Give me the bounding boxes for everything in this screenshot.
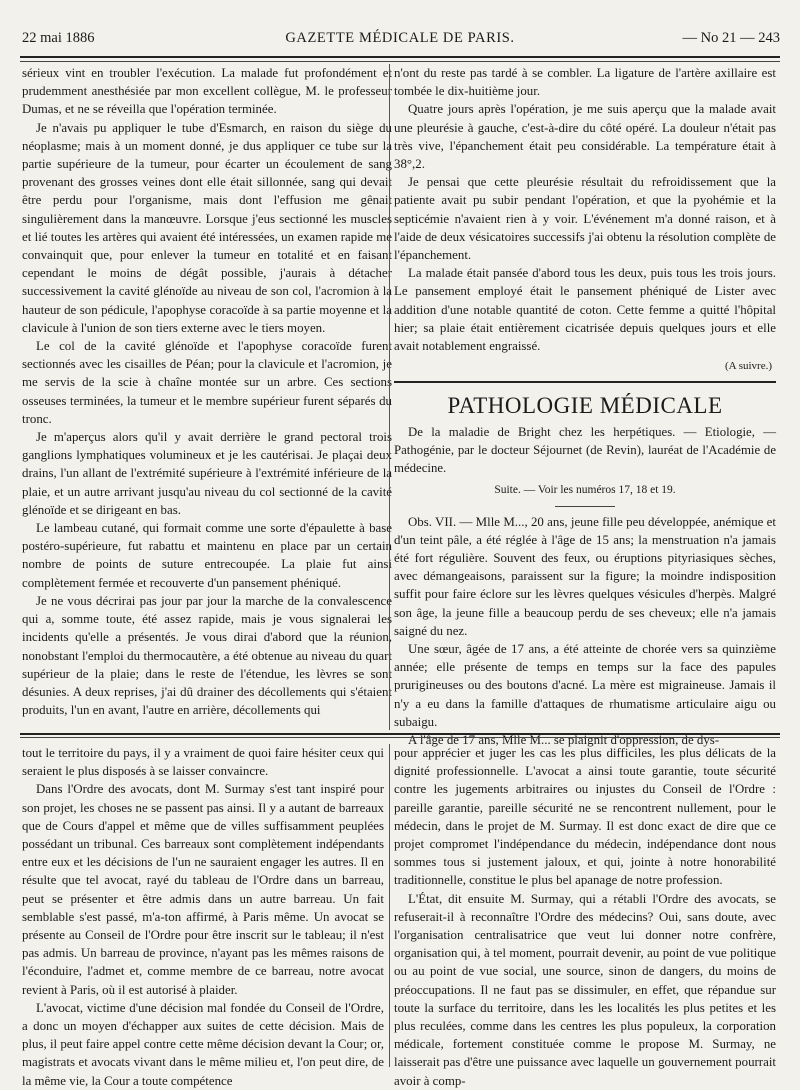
to-be-continued: (A suivre.) [724, 360, 772, 373]
header-title: GAZETTE MÉDICALE DE PARIS. [285, 30, 515, 46]
section-rule [394, 381, 776, 383]
header-rule-thick [20, 56, 780, 58]
paragraph: tout le territoire du pays, il y a vraiment de quoi faire hésiter ceux qui seraient le plus disposés à se laisser convaincre. [22, 746, 384, 779]
header-issue: — No 21 — 243 [682, 30, 780, 46]
paragraph-list [394, 64, 776, 355]
paragraph: n'ont du reste pas tardé à se combler. La ligature de l'artère axillaire est tombée le dix-huitième jour. [394, 66, 776, 99]
paragraph-list [22, 744, 384, 1090]
paragraph: Le col de la cavité glénoïde et l'apophyse coracoïde furent sectionnés avec les cisailles de Péan; pour la clavicule et l'acromion, je me servis de la scie à chaîne montée sur un arbre. Ces sections osseuses terminées, la tumeur et le membre supérieur furent séparés du tronc. [22, 339, 392, 426]
paragraph-list [22, 64, 392, 719]
paragraph: Une sœur, âgée de 17 ans, a été atteinte de chorée vers sa quinzième année; elle présente de temps en temps sur la face des papules prurigineuses ou des boutons d'acné. La mère est migraineuse. Jamais il n'y a eu dans la famille d'attaques de rhumatisme articulaire aigu ou subaigu. [394, 642, 776, 729]
paragraph: La malade était pansée d'abord tous les deux, puis tous les trois jours. Le pansement employé était le pansement phéniqué de Lister avec addition d'une notable quantité de coton. Cette femme a quitté l'hôpital hier; sa plaie était entièrement cicatrisée depuis quelques jours et elle avait notablement engraissé. [394, 266, 776, 354]
column-bottom-left [22, 744, 384, 1088]
paragraph: Je m'aperçus alors qu'il y avait derrière le grand pectoral trois ganglions lymphatiques volumineux et je les cautérisai. Je plaçai deux drains, l'un allant de l'extrémité supérieure à l'extrémité inférieure de la plaie, et un autre arrivant jusqu'au niveau du col sectionné de la cavité glénoïde et se dirigeant en bas. [22, 430, 392, 517]
paragraph: L'avocat, victime d'une décision mal fondée du Conseil de l'Ordre, a donc un moyen d'échapper aux suites de cette décision. Mais de plus, il peut faire appel contre cette même décision devant la Cour; or, magistrats et avocats vivant dans le même milieu et, l'on peut dire, de la même vie, la Cour a toute compétence [22, 1000, 384, 1088]
header-date: 22 mai 1886 [22, 30, 95, 46]
paragraph-list [394, 513, 776, 750]
paragraph: Obs. VII. — Mlle M..., 20 ans, jeune fille peu développée, anémique et d'un teint pâle, a été réglée à l'âge de 15 ans; la menstruation n'a jamais été fort régulière. Souvent des feux, ou éruptions pityriasiques sèches, avec démangeaisons, paraissent sur la figure; la moindre indisposition suffit pour faire éclore sur les lèvres quelques vésicules d'herpès. Malgré son âge, la jeune fille a beaucoup perdu de ses cheveux; elle n'a jamais saigné du nez. [394, 514, 776, 638]
paragraph: L'État, dit ensuite M. Surmay, qui a rétabli l'Ordre des avocats, se refuserait-il à reconnaître l'Ordre des médecins? Oui, sans doute, avec l'organisation centralisatrice que veut lui donner notre confrère, organisation qui, à tel moment, pourrait devenir, au point de vue politique ou au point de vue social, une source, sinon de dangers, du moins de préoccupations. Il ne faut pas se dissimuler, en effet, que répandue sur toute la surface du territoire, dans les les localités les plus petites et les plus reculées, comme dans les centres les plus populeux, la corporation médicale, fortement constituée comme le propose M. Surmay, ne laisserait pas d'être une puissance avec laquelle un gouvernement pourrait avoir à comp- [394, 891, 776, 1088]
column-top-left [22, 64, 392, 728]
paragraph: Je ne vous décrirai pas jour par jour la marche de la convalescence qui a, somme toute, été assez rapide, mais je vous signalerai les incidents qu'elle a présentés. Je vous dirai d'abord que la réunion, nonobstant l'emploi du thermocautère, a été obtenue au niveau du quart supérieur de la plaie; dans le reste de l'étendue, les lèvres se sont désunies. A deux reprises, j'ai dû drainer des décollements qui s'étaient produits, l'un en avant, l'autre en arrière, décollements qui [22, 593, 392, 718]
article-subtitle: De la maladie de Bright chez les herpétiques. — Etiologie, — Pathogénie, par le docteur Séjournet (de Revin), lauréat de l'Académie de médecine. [394, 425, 776, 476]
short-rule [555, 506, 615, 507]
section-title: PATHOLOGIE MÉDICALE [447, 393, 723, 419]
paragraph: Quatre jours après l'opération, je me suis aperçu que la malade avait une pleurésie à gauche, c'est-à-dire du côté opéré. La douleur n'était pas très vive, l'épanchement était peu considérable. La température était à 38°,2. [394, 102, 776, 172]
header-rule-thin [20, 61, 780, 62]
paragraph: Je n'avais pu appliquer le tube d'Esmarch, en raison du siège du néoplasme; mais à un moment donné, je dus appliquer ce tube sur la partie supérieure de la tumeur, pour écarter un écoulement de sang provenant des grosses veines dont elle était sillonnée, sang qui devait être perdu pour l'organisme, mais dont l'effusion me gênait singulièrement dans la manœuvre. Lorsque j'eus sectionné les muscles et lié toutes les artères qui avaient été intéressées, un examen rapide me convainquit que, pour enlever la tumeur en totalité et en faisant cependant le moins de dégât possible, j'aurais à détacher successivement la cavité glénoïde au niveau de son col, l'acromion à la hauteur de son pédicule, l'apophyse coracoïde à sa partie moyenne et la clavicule à l'union de son tiers externe avec le tiers moyen. [22, 120, 392, 335]
paragraph: Dans l'Ordre des avocats, dont M. Surmay s'est tant inspiré pour son projet, les choses ne se passent pas ainsi. Il y a autant de barreaux que de Cours d'appel et même que de villes suffisamment peuplées possédant un tribunal. Ces barreaux sont complètement indépendants entre eux et les décisions de l'un ne sauraient engager les autres. Il en résulte que tel avocat, rayé du tableau de l'Ordre dans un barreau, peut se présenter et être admis dans un autre barreau. Un fait semblable s'est passé, m'a-ton affirmé, à Paris même. Un avocat se présente au Conseil de l'Ordre pour être inscrit sur le tableau; il n'est pas admis. Un barreau de province, n'ayant pas les mêmes raisons de l'éconduire, l'admet et, comme membre de ce barreau, notre avocat revient à Paris, où il est autorisé à plaider. [22, 782, 384, 997]
paragraph: Le lambeau cutané, qui formait comme une sorte d'épaulette à base postéro-supérieure, fut rabattu et maintenu en place par un certain nombre de points de suture entrecoupée. La plaie fut ainsi complètement fermée et recouverte d'un pansement phéniqué. [22, 521, 392, 590]
column-divider [389, 64, 390, 730]
paragraph: A l'âge de 17 ans, Mlle M... se plaignit d'oppression, de dys- [408, 733, 720, 748]
paragraph: pour apprécier et juger les cas les plus difficiles, les plus délicats de la dignité professionnelle. L'avocat a ainsi toute garantie, toute sécurité contre les jugements arbitraires ou injustes du Conseil de l'Ordre : pareille garantie, pareille sécurité ne se rencontrent nullement, pour le médecin, dans le projet de M. Surmay. Il est donc exact de dire que ce projet compromet l'indépendance du médecin, indépendance dont nous sommes tous si justement jaloux, et qui, jointe à notre honorabilité traditionnelle, constitue le plus bel apanage de notre profession. [394, 746, 776, 888]
page-header [20, 30, 780, 50]
feuilleton-rule-thin [20, 737, 780, 738]
paragraph: sérieux vint en troubler l'exécution. La malade fut profondément et prudemment anesthésiée par mon excellent collègue, M. le professeur Dumas, et ne se réveilla que l'opération terminée. [22, 66, 392, 117]
paragraph: Je pensai que cette pleurésie résultait du refroidissement que la patiente avait pu subir pendant l'opération, et que la pyohémie et la septicémie n'avaient rien à y voir. L'événement m'a donné raison, et à l'aide de deux vésicatoires successifs j'ai obtenu la résolution complète de l'épanchement. [394, 175, 776, 263]
column-divider [389, 744, 390, 1067]
article-suite-note: Suite. — Voir les numéros 17, 18 et 19. [494, 484, 676, 497]
paragraph-list [394, 744, 776, 1090]
column-bottom-right [394, 744, 776, 1088]
column-top-right [394, 64, 776, 748]
feuilleton-rule-thick [20, 733, 780, 735]
